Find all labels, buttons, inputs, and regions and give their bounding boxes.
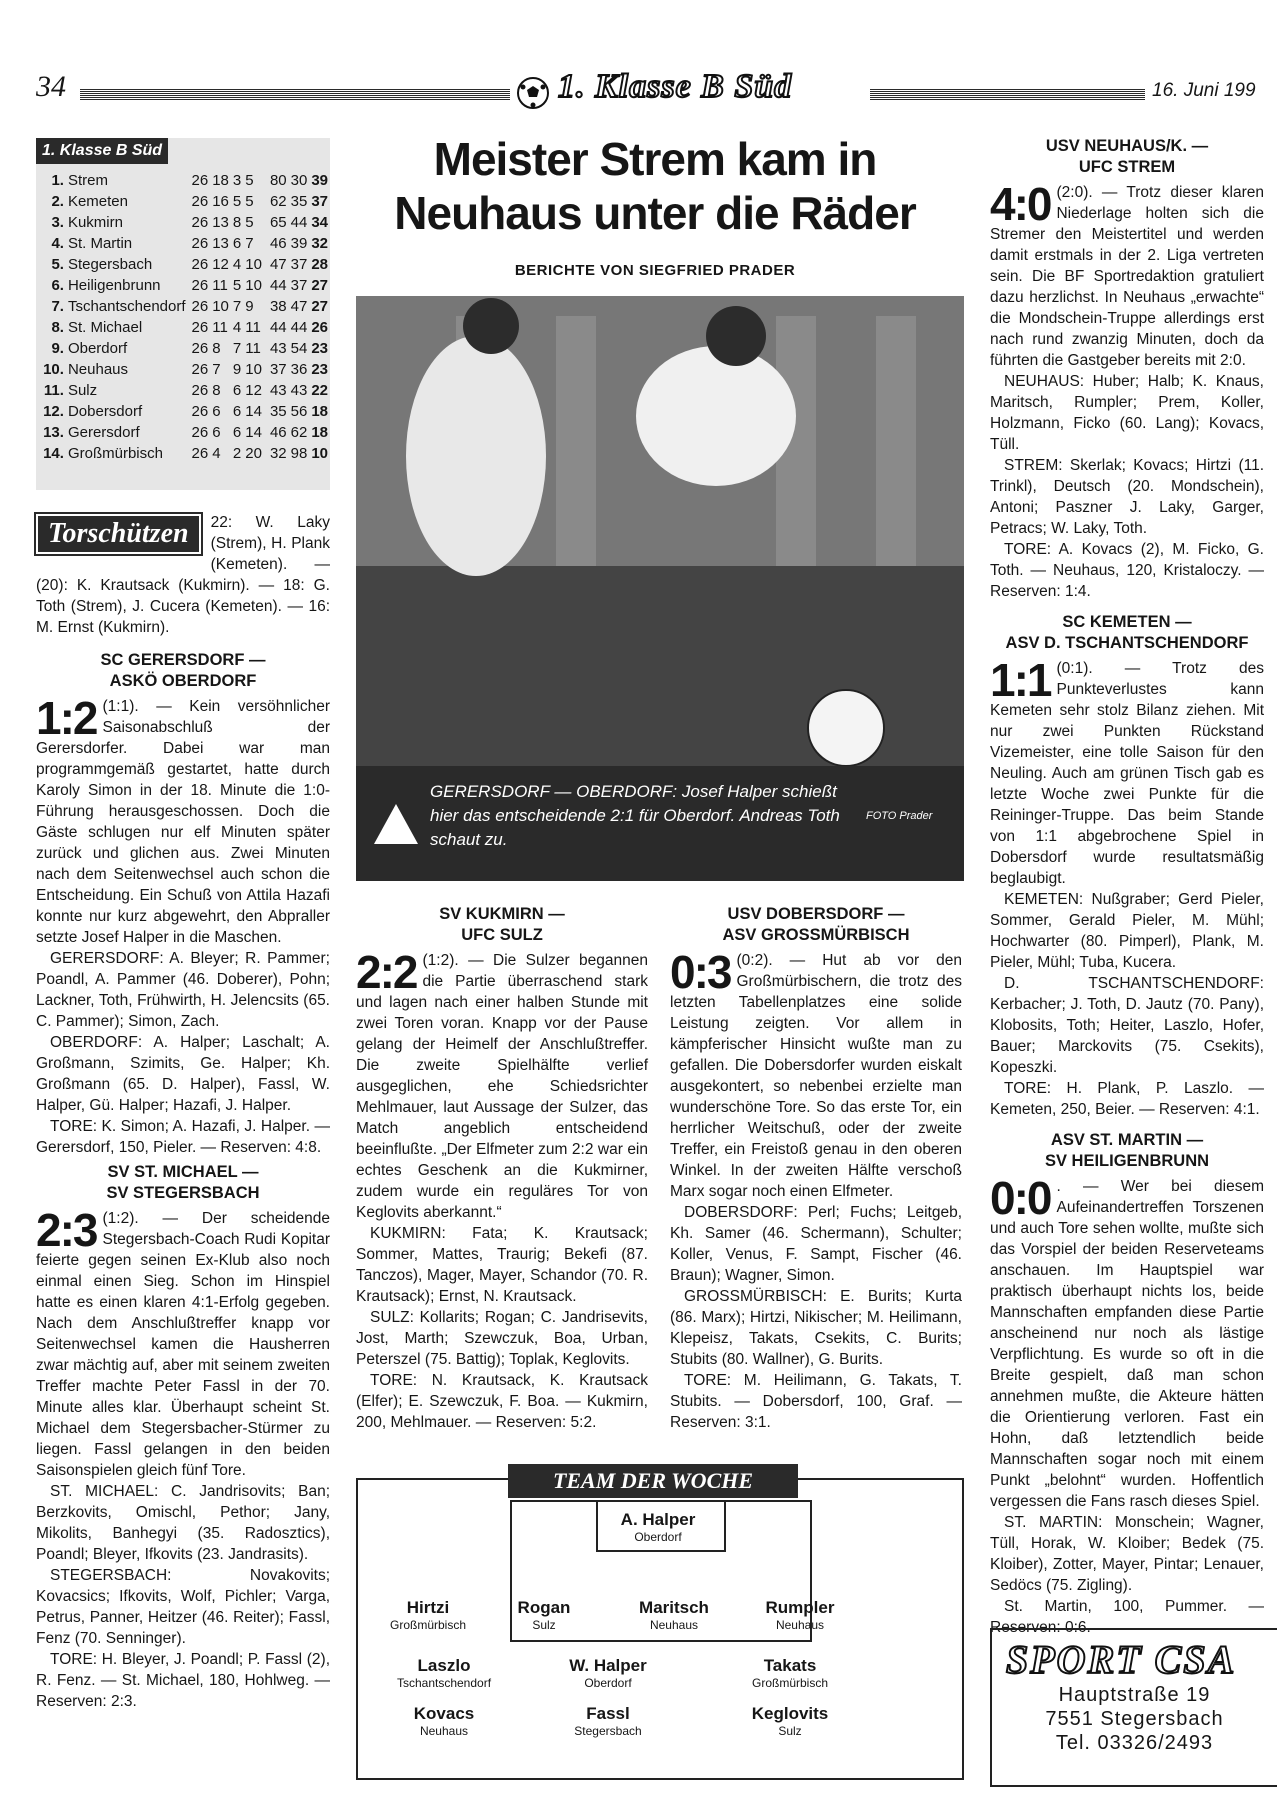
standings-cell-l: 10	[245, 361, 262, 378]
standings-cell-ga: 56	[290, 403, 308, 420]
standings-cell-w: 7	[212, 361, 221, 378]
standings-cell-w: 18	[212, 172, 229, 189]
standings-row	[40, 338, 330, 359]
standings-row	[40, 275, 330, 296]
match-report: . — Wer bei diesem Aufeinandertreffen Torszenen und auch Tore sehen wollte, mußte sich das Vorspiel der beiden Reserveteams anschauen. Im Hauptspiel war praktisch überhaupt nichts los, beide Mannschaften empfanden diese Partie anscheinend nur noch als lästige Verpflichtung. Es wurde so oft in die Breite gespielt, daß man schon annehmen mußte, die Akteure hätten die Orientierung verloren. Fast ein Hohn, daß letztendlich beide Mannschaften sogar noch mit einem Punkt „belohnt“ wurden. Hoffentlich vergessen die Fans rasch dieses Spiel.	[990, 1178, 1264, 1510]
scorers-block	[36, 512, 330, 638]
match-title: ASV ST. MARTIN —	[1050, 1131, 1204, 1149]
standings-cell-gf: 46	[269, 235, 287, 252]
article-kukmirn	[356, 904, 648, 1433]
standings-cell-d: 5	[232, 277, 242, 294]
standings-cell-w: 10	[212, 298, 229, 315]
standings-cell-team: Kukmirn	[67, 214, 123, 231]
standings-cell-l: 11	[245, 319, 261, 336]
match-report: (1:1). — Kein versöhnlicher Saisonabschluß der Gerersdorfer. Dabei war man programmgemäß gestartet, hatte durch Karoly Simon in der 18. Minute die 1:0-Führung herausgeschossen. Doch die Gäste schlugen nur elf Minuten später zurück und glichen aus. Zwei Minuten nach dem Seitenwechsel auch schon die Entscheidung. Ein Schuß von Attila Hazafi konnte nur kurz abgewehrt, den Abpraller setzte Josef Halper in die Maschen.	[36, 698, 330, 946]
standings-cell-w: 8	[212, 340, 221, 357]
byline: BERICHTE VON SIEGFRIED PRADER	[514, 262, 796, 279]
standings-cell-l: 5	[245, 193, 254, 210]
team-player	[538, 1656, 678, 1690]
goals: TORE: H. Bleyer, J. Poandl; P. Fassl (2), R. Fenz. — St. Michael, 180, Hohlweg. — Reserven: 2:3.	[36, 1651, 330, 1710]
match-title: SC GERERSDORF —	[100, 651, 266, 669]
standings-cell-d: 8	[232, 214, 242, 231]
standings-cell-l: 14	[245, 424, 262, 441]
standings-cell-ga: 37	[290, 256, 308, 273]
standings-cell-rank: 9.	[51, 340, 64, 357]
standings-cell-pts: 32	[311, 235, 328, 252]
team-player	[588, 1510, 728, 1544]
standings-cell-rank: 14.	[43, 445, 64, 462]
standings-cell-rank: 5.	[51, 256, 64, 273]
standings-cell-pts: 37	[311, 193, 328, 210]
standings-cell-pts: 18	[311, 403, 328, 420]
standings-cell-rank: 1.	[51, 172, 64, 189]
standings-row	[40, 401, 330, 422]
article-gerersdorf	[36, 650, 330, 1712]
standings-cell-team: St. Martin	[67, 235, 133, 252]
standings-title: 1. Klasse B Süd	[36, 138, 168, 164]
standings-cell-gf: 32	[269, 445, 287, 462]
match-report: (1:2). — Der scheidende Stegersbach-Coach Rudi Kopitar feierte gegen seinen Ex-Klub also noch einmal einen Sieg. Schon im Hinspiel hatte es einen klaren 4:1-Erfolg gegeben. Nach dem Anschlußtreffer knapp vor Seitenwechsel kamen die Hausherren zwar mächtig auf, aber mit seinem zweiten Treffer machte Peter Fassl in der 70. Minute alles klar. Überhaupt scheint St. Michael dem Stegersbacher-Stürmer zu liegen. Fassl gelangen in den beiden Saisonspielen gleich fünf Tore.	[36, 1210, 330, 1479]
standings-cell-pts: 10	[311, 445, 328, 462]
goals: TORE: H. Plank, P. Laszlo. — Kemeten, 250, Beier. — Reserven: 4:1.	[990, 1080, 1264, 1118]
standings-table	[40, 170, 330, 464]
lineup-home: GERERSDORF: A. Bleyer; R. Pammer; Poandl, A. Pammer (46. Doberer), Pohn; Lackner, Toth, Frühwirth, H. Jelencsits (65. C. Pammer); Simon, Zach.	[36, 950, 330, 1030]
issue-date: 16. Juni 199	[1152, 80, 1256, 101]
standings-cell-team: Kemeten	[67, 193, 128, 210]
standings-cell-ga: 37	[290, 277, 308, 294]
player-club: Neuhaus	[419, 1724, 469, 1738]
goals: TORE: N. Krautsack, K. Krautsack (Elfer); E. Szewczuk, F. Boa. — Kukmirn, 200, Mehlmauer. — Reserven: 5:2.	[356, 1372, 648, 1431]
section-title: 1. Klasse B Süd	[558, 68, 793, 105]
lineup-away: GROSSMÜRBISCH: E. Burits; Kurta (86. Marx); Hirtzi, Nikischer; M. Heilimann, Klepeisz, Takats, Csekits, C. Burits; Stubits (80. Wallner), G. Burits.	[670, 1288, 962, 1368]
standings-cell-d: 4	[232, 319, 242, 336]
standings-cell-pts: 22	[311, 382, 328, 399]
article-right-column	[990, 136, 1264, 1636]
lineup-home: ST. MARTIN: Monschein; Wagner, Tüll, Horak, W. Kloiber; Bedek (75. Kloiber), Zotter, Mayer, Pintar; Lenauer, Sedöcs (75. Zigling).	[990, 1514, 1264, 1594]
lineup-home: NEUHAUS: Huber; Halb; K. Knaus, Maritsch, Rumpler; Prem, Koller, Holzmann, Ficko (60. Lang); Kovacs, Tüll.	[990, 373, 1264, 453]
standings-cell-gf: 80	[269, 172, 287, 189]
standings-cell-rank: 8.	[51, 319, 64, 336]
standings-cell-team: Oberdorf	[67, 340, 128, 357]
standings-cell-d: 7	[232, 298, 242, 315]
standings-row	[40, 422, 330, 443]
standings-cell-l: 7	[245, 235, 254, 252]
goals: St. Martin, 100, Pummer. — Reserven: 0:6.	[990, 1598, 1264, 1636]
standings-cell-team: Dobersdorf	[67, 403, 143, 420]
player-club: Oberdorf	[584, 1676, 632, 1690]
standings-cell-gf: 43	[269, 382, 287, 399]
match-title: SV ST. MICHAEL —	[107, 1163, 259, 1181]
standings-cell-d: 5	[232, 193, 242, 210]
standings-row	[40, 212, 330, 233]
standings-cell-ga: 44	[290, 319, 308, 336]
player-name: Laszlo	[417, 1656, 471, 1675]
standings-cell-l: 12	[245, 382, 262, 399]
player-club: Neuhaus	[649, 1618, 699, 1632]
standings-cell-gf: 47	[269, 256, 287, 273]
standings-cell-w: 4	[212, 445, 221, 462]
lineup-away: STEGERSBACH: Novakovits; Kovacsics; Ifkovits, Wolf, Pichler; Varga, Petrus, Panner, Heitzer (46. Reiter); Fassl, Fenz (70. Senninger).	[36, 1567, 330, 1647]
match-title: SV KUKMIRN —	[439, 905, 565, 923]
team-player	[374, 1704, 514, 1738]
player-name: Maritsch	[639, 1598, 709, 1617]
standings-cell-l: 10	[245, 277, 262, 294]
standings-cell-d: 6	[232, 403, 242, 420]
standings-cell-l: 10	[245, 256, 262, 273]
headline: Meister Strem kam in Neuhaus unter die Räder	[394, 133, 916, 239]
scorers-text: 22: W. Laky (Strem), H. Plank (Kemeten). — (20): K. Krautsack (Kukmirn). — 18: G. Toth (Strem), J. Cucera (Kemeten). — 16: M. Ernst (Kukmirn).	[36, 514, 330, 636]
goals: TORE: K. Simon; A. Hazafi, J. Halper. — Gerersdorf, 150, Pieler. — Reserven: 4:8.	[36, 1118, 330, 1156]
standings-cell-g: 26	[191, 319, 209, 336]
match-title: ASV GROSSMÜRBISCH	[722, 926, 910, 944]
standings-cell-g: 26	[191, 235, 209, 252]
ad-brand: SPORT CSA	[1006, 1637, 1237, 1682]
standings-cell-d: 6	[232, 424, 242, 441]
standings-cell-team: Großmürbisch	[67, 445, 163, 462]
standings-cell-w: 11	[212, 277, 228, 294]
standings-cell-team: Tschantschendorf	[67, 298, 186, 315]
match-report: (2:0). — Trotz dieser klaren Niederlage holten sich die Stremer den Meistertitel und werden damit erstmals in der 2. Liga vertreten sein. Die BF Sportredaktion gratuliert dazu herzlichst. In Neuhaus „erwachte“ die Mondschein-Truppe allerdings erst nach rund zwanzig Minuten, doch da führten die Gastgeber bereits mit 2:0.	[990, 184, 1264, 369]
standings-cell-w: 12	[212, 256, 229, 273]
standings-row	[40, 380, 330, 401]
standings-cell-g: 26	[191, 193, 209, 210]
ad-city: 7551 Stegersbach	[1045, 1708, 1224, 1730]
team-of-week-title: TEAM DER WOCHE	[508, 1464, 798, 1498]
standings-cell-gf: 35	[269, 403, 287, 420]
team-player	[720, 1656, 860, 1690]
match-report: (0:1). — Trotz des Punkteverlustes kann Kemeten sehr stolz Bilanz ziehen. Mit nur zwei Punkten Rückstand Vizemeister, eine tolle Saison für den Neuling. Auch am grünen Tisch gab es letzte Woche zwei Punkte für die Reininger-Truppe. Das beim Stande von 1:1 abgebrochene Spiel in Dobersdorf wurde resultatsmäßig beglaubigt.	[990, 660, 1264, 887]
standings-cell-team: Heiligenbrunn	[67, 277, 161, 294]
scorers-label: Torschützen	[36, 514, 201, 554]
lineup-away: SULZ: Kollarits; Rogan; C. Jandrisevits, Jost, Marth; Szewczuk, Boa, Urban, Peterszel (75. Battig); Toplak, Keglovits.	[356, 1309, 648, 1368]
standings-cell-rank: 4.	[51, 235, 64, 252]
match-score: 2:2	[356, 946, 417, 998]
standings-row	[40, 317, 330, 338]
player-club: Großmürbisch	[751, 1676, 828, 1690]
lineup-home: KUKMIRN: Fata; K. Krautsack; Sommer, Mattes, Traurig; Bekefi (87. Tanczos), Mager, Mayer, Schandor (70. R. Krautsack); Ernst, N. Krautsack.	[356, 1225, 648, 1305]
standings-row	[40, 170, 330, 191]
standings-cell-gf: 65	[269, 214, 287, 231]
standings-cell-ga: 44	[290, 214, 308, 231]
standings-cell-rank: 13.	[43, 424, 64, 441]
player-club: Großmürbisch	[389, 1618, 466, 1632]
standings-cell-team: Sulz	[67, 382, 98, 399]
standings-cell-w: 13	[212, 214, 229, 231]
standings-cell-pts: 34	[311, 214, 328, 231]
match-score: 4:0	[990, 178, 1051, 230]
player-club: Neuhaus	[775, 1618, 825, 1632]
standings-cell-pts: 18	[311, 424, 328, 441]
standings-cell-gf: 44	[269, 319, 287, 336]
standings-cell-g: 26	[191, 340, 209, 357]
standings-cell-d: 9	[232, 361, 242, 378]
match-title: SV HEILIGENBRUNN	[1044, 1152, 1210, 1170]
match-title: UFC SULZ	[461, 926, 543, 944]
standings-cell-w: 13	[212, 235, 229, 252]
standings-row	[40, 359, 330, 380]
standings-row	[40, 191, 330, 212]
photo-credit: FOTO Prader	[866, 810, 933, 822]
standings-cell-gf: 38	[269, 298, 287, 315]
standings-cell-pts: 26	[311, 319, 328, 336]
match-score: 1:1	[990, 654, 1051, 706]
header-rule-left	[80, 88, 510, 100]
standings-cell-rank: 3.	[51, 214, 64, 231]
standings-cell-pts: 28	[311, 256, 328, 273]
standings-cell-d: 4	[232, 256, 242, 273]
standings-row	[40, 296, 330, 317]
standings-cell-g: 26	[191, 424, 209, 441]
standings-cell-gf: 46	[269, 424, 287, 441]
standings-cell-team: Neuhaus	[67, 361, 128, 378]
player-name: Takats	[763, 1656, 817, 1675]
standings-cell-w: 6	[212, 403, 221, 420]
match-report: (1:2). — Die Sulzer begannen die Partie überraschend stark und lagen nach einer halben Stunde mit zwei Toren voran. Knapp vor der Pause gelang der Heimelf der Anschlußtreffer. Die zweite Spielhälfte verlief ausgeglichen, ehe Schiedsrichter Mehlmauer, laut Aussage der Sulzer, das Match angeblich entscheidend beeinflußte. „Der Elfmeter zum 2:2 war ein echtes Geschenk an die Kukmirner, zudem wurde ein reguläres Tor von Keglovits aberkannt.“	[356, 952, 648, 1221]
standings-cell-ga: 30	[290, 172, 308, 189]
match-title: SV STEGERSBACH	[106, 1184, 260, 1202]
player-name: Rumpler	[765, 1598, 835, 1617]
standings-cell-pts: 23	[311, 340, 328, 357]
lineup-away: D. TSCHANTSCHENDORF: Kerbacher; J. Toth, D. Jautz (70. Pany), Klobosits, Toth; Heiter, Laszlo, Hofer, Bauer; Marckovits (75. Csekits), Kopeszki.	[990, 975, 1264, 1076]
standings-cell-rank: 2.	[51, 193, 64, 210]
standings-cell-l: 11	[245, 340, 261, 357]
standings-cell-g: 26	[191, 361, 209, 378]
standings-cell-d: 3	[232, 172, 242, 189]
article-dobersdorf	[670, 904, 962, 1433]
standings-cell-l: 5	[245, 172, 254, 189]
standings-cell-gf: 43	[269, 340, 287, 357]
photo-caption-box	[356, 766, 964, 881]
team-player	[474, 1598, 614, 1632]
standings-cell-d: 6	[232, 235, 242, 252]
photo-caption: GERERSDORF — OBERDORF: Josef Halper schießt hier das entscheidende 2:1 für Oberdorf. Andreas Toth schaut zu.	[430, 782, 840, 849]
standings-cell-pts: 23	[311, 361, 328, 378]
match-photo	[356, 296, 964, 881]
standings-cell-g: 26	[191, 256, 209, 273]
standings-cell-gf: 37	[269, 361, 287, 378]
match-report: (0:2). — Hut ab vor den Großmürbischern, die trotz des letzten Tabellenplatzes eine solide Leistung zeigten. Vor allem in kämpferischer Hinsicht wußte man zu gefallen. Die Dobersdorfer wurden eiskalt ausgekontert, so nebenbei erzielte man wunderschöne Tore. So das erste Tor, ein herrlicher Weitschuß, oder der zweite Treffer, ein Freistoß genau in den oberen Winkel. In der zweiten Hälfte verschoß Marx sogar noch einen Elfmeter.	[670, 952, 962, 1200]
standings-cell-g: 26	[191, 172, 209, 189]
standings-cell-ga: 47	[290, 298, 308, 315]
team-of-week	[356, 1468, 964, 1780]
lineup-home: DOBERSDORF: Perl; Fuchs; Leitgeb, Kh. Samer (46. Schermann), Schulter; Koller, Venus, F. Sampt, Fischer (46. Braun); Wagner, Simon.	[670, 1204, 962, 1284]
player-club: Stegersbach	[574, 1724, 642, 1738]
standings-cell-pts: 27	[311, 298, 328, 315]
standings-cell-ga: 39	[290, 235, 308, 252]
standings-cell-team: Strem	[67, 172, 108, 189]
player-name: Fassl	[586, 1704, 630, 1723]
match-score: 2:3	[36, 1204, 97, 1256]
player-name: Rogan	[517, 1598, 571, 1617]
standings-cell-d: 6	[232, 382, 242, 399]
standings-cell-rank: 11.	[43, 382, 64, 399]
sport-shop-ad	[990, 1628, 1277, 1787]
standings-row	[40, 443, 330, 464]
standings-cell-g: 26	[191, 445, 209, 462]
lineup-home: ST. MICHAEL: C. Jandrisovits; Ban; Berzkovits, Omischl, Pethor; Jany, Mikolits, Banhegyi (35. Radosztics), Poandl; Bleyer, Ifkovits (23. Jandrasits).	[36, 1483, 330, 1563]
team-player	[374, 1656, 514, 1690]
lineup-away: OBERDORF: A. Halper; Laschalt; A. Großmann, Szimits, Ge. Halper; Kh. Großmann (65. D. Halper), Fassl, W. Halper, Gü. Halper; Hazafi, J. Halper.	[36, 1034, 330, 1114]
standings-cell-l: 14	[245, 403, 262, 420]
match-title: ASKÖ OBERDORF	[109, 672, 257, 690]
player-club: Sulz	[532, 1618, 556, 1632]
standings-cell-rank: 12.	[43, 403, 64, 420]
standings-cell-gf: 62	[269, 193, 287, 210]
standings-cell-d: 2	[232, 445, 242, 462]
page-number: 34	[36, 70, 66, 103]
lineup-home: KEMETEN: Nußgraber; Gerd Pieler, Sommer, Gerald Pieler, M. Mühl; Hochwarter (80. Pimperl), Plank, M. Pieler, Mühl; Tuba, Kucera.	[990, 891, 1264, 971]
player-club: Sulz	[778, 1724, 802, 1738]
standings-cell-w: 11	[212, 319, 228, 336]
team-player	[604, 1598, 744, 1632]
match-title: ASV D. TSCHANTSCHENDORF	[1005, 634, 1249, 652]
match-score: 0:3	[670, 946, 731, 998]
standings-cell-rank: 6.	[51, 277, 64, 294]
ad-phone: Tel. 03326/2493	[1055, 1732, 1214, 1754]
standings-cell-pts: 27	[311, 277, 328, 294]
goals: TORE: A. Kovacs (2), M. Ficko, G. Toth. — Neuhaus, 120, Kristaloczy. — Reserven: 1:4.	[990, 541, 1264, 600]
match-title: UFC STREM	[1078, 158, 1176, 176]
ad-street: Hauptstraße 19	[1058, 1684, 1211, 1706]
match-score: 0:0	[990, 1172, 1051, 1224]
standings-cell-ga: 43	[290, 382, 308, 399]
standings-cell-l: 5	[245, 214, 254, 231]
player-name: A. Halper	[620, 1510, 696, 1529]
standings-cell-team: Stegersbach	[67, 256, 153, 273]
standings-cell-rank: 10.	[43, 361, 64, 378]
goals: TORE: M. Heilimann, G. Takats, T. Stubits. — Dobersdorf, 100, Graf. — Reserven: 3:1.	[670, 1372, 962, 1431]
player-club: Tschantschendorf	[396, 1676, 492, 1690]
standings-cell-g: 26	[191, 214, 209, 231]
team-player	[720, 1704, 860, 1738]
standings-cell-g: 26	[191, 382, 209, 399]
standings-cell-g: 26	[191, 403, 209, 420]
player-name: Keglovits	[751, 1704, 829, 1723]
standings-cell-ga: 62	[290, 424, 308, 441]
standings-cell-w: 8	[212, 382, 221, 399]
standings-cell-ga: 35	[290, 193, 308, 210]
lineup-away: STREM: Skerlak; Kovacs; Hirtzi (11. Trinkl), Deutsch (20. Mondschein), Antoni; Paszner J. Laky, Garger, Petracs; W. Laky, Toth.	[990, 457, 1264, 537]
standings-cell-team: St. Michael	[67, 319, 143, 336]
standings-cell-g: 26	[191, 298, 209, 315]
team-player	[730, 1598, 870, 1632]
match-score: 1:2	[36, 692, 97, 744]
standings-cell-team: Gerersdorf	[67, 424, 140, 441]
standings-cell-ga: 98	[290, 445, 308, 462]
standings-cell-w: 16	[212, 193, 229, 210]
standings-cell-w: 6	[212, 424, 221, 441]
player-name: Kovacs	[413, 1704, 475, 1723]
standings-cell-ga: 54	[290, 340, 308, 357]
header-rule-right	[870, 88, 1145, 100]
match-title: USV NEUHAUS/K. —	[1045, 137, 1209, 155]
standings-row	[40, 254, 330, 275]
match-title: USV DOBERSDORF —	[727, 905, 905, 923]
match-title: SC KEMETEN —	[1062, 613, 1192, 631]
standings-cell-pts: 39	[311, 172, 328, 189]
standings-cell-ga: 36	[290, 361, 308, 378]
team-player	[538, 1704, 678, 1738]
standings-row	[40, 233, 330, 254]
standings-cell-g: 26	[191, 277, 209, 294]
standings-cell-l: 9	[245, 298, 254, 315]
standings-cell-gf: 44	[269, 277, 287, 294]
standings-cell-d: 7	[232, 340, 242, 357]
standings-cell-rank: 7.	[51, 298, 64, 315]
player-name: W. Halper	[569, 1656, 647, 1675]
standings-cell-l: 20	[245, 445, 262, 462]
football-icon	[516, 76, 550, 110]
player-name: Hirtzi	[406, 1598, 450, 1617]
player-club: Oberdorf	[634, 1530, 682, 1544]
standings-table-box	[36, 138, 330, 490]
triangle-icon	[374, 804, 418, 844]
